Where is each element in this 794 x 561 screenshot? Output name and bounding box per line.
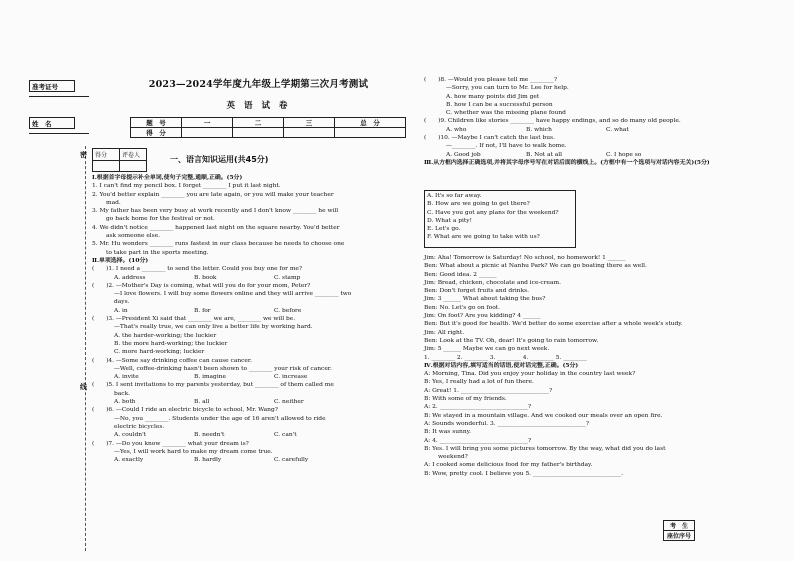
mc-option[interactable]: B. book [194,274,217,281]
part1-line: 3. My father has been very busy at work recently and I don't know ________ he will [92,208,339,215]
left-column [92,174,392,464]
score-row-label: 得 分 [131,128,182,138]
part1-line: 1. I can't find my pencil box. I forget ________ I put it last night. [92,183,281,190]
seal-line [85,146,86,551]
exam-subtitle: 英 语 试 卷 [226,101,291,111]
options-box [424,190,576,248]
score-input-cell[interactable] [233,128,284,138]
answer-blanks[interactable]: 1. ________ 2. ________ 3. ________ 4. ________ 5. ________ [424,354,587,361]
mc-question: —I love flowers. I will buy some flowers online and they will arrive ________ two [114,291,352,298]
grader-name-cell[interactable] [120,161,147,172]
mc-option[interactable]: B. which [526,126,552,133]
name-line [29,133,89,134]
score-cell: 题 号 [131,118,182,128]
dialogue-line: Jim: On foot? Are you kidding? 4 ______ [424,313,541,320]
part4-title: Ⅳ.根据对话内容,填写适当的话语,使对话完整,正确。(5分) [424,361,579,369]
score-input-cell[interactable] [335,128,406,138]
mc-question: —Well, coffee-drinking hasn't been shown to ________ your risk of cancer. [114,365,332,372]
part2-title: Ⅱ.单项选择。(10分) [92,256,149,264]
mc-question: ( )4. —Some say drinking coffee can cause cancer. [92,357,252,364]
part1-line: mad. [106,199,121,206]
dialogue-line: Jim: All right. [424,329,465,336]
mc-option[interactable]: A. exactly [114,457,144,464]
part1-line: 2. You'd better explain ________ you are late again, or you will make your teacher [92,191,334,198]
dialogue-line: Ben: What about a picnic at Nanhu Park? We can go boating there as well. [424,263,647,270]
grader-table [92,148,147,172]
mc-option[interactable]: A. both [114,399,136,406]
mc-question: ( )2. —Mother's Day is coming, what will you do for your mom, Peter? [92,282,311,289]
dialogue-line: A: I cooked some delicious food for my father's birthday. [424,462,593,469]
seal-char-xian: 线 [80,382,87,391]
mc-option[interactable]: B. all [194,399,210,406]
part1-line: ask someone else. [106,233,161,240]
seat-label-top: 考 生 [664,521,695,531]
mc-option[interactable]: C. more hard-working; luckier [114,349,205,356]
grader-score-cell[interactable] [93,161,120,172]
dialogue-line: B: Yes, I really had a lot of fun there. [424,379,534,386]
seat-number-table [663,520,695,541]
box-option: B. How are we going to get there? [427,201,530,208]
dialogue-line: Ben: Don't forget fruits and drinks. [424,288,530,295]
grader-name-label: 评卷人 [120,149,147,161]
part1-title: Ⅰ.根据首字母提示补全单词,使句子完整,通顺,正确。(5分) [92,174,243,181]
name-box[interactable] [29,117,75,129]
mc-option[interactable]: A. address [114,274,146,281]
mc-option[interactable]: B. Not at all [526,151,563,158]
exam-number-line [29,96,89,97]
part1-line: go back home for the festival or not. [106,216,215,223]
seal-char-mi: 密 [80,150,87,159]
dialogue-blank-line[interactable]: A: Great! 1. ______________________________? [424,387,553,394]
dialogue-blank-line[interactable]: A: 2. ______________________________? [424,404,532,411]
right-column [424,76,724,167]
mc-question: ( )1. I need a ________ to send the letter. Could you buy one for me? [92,266,303,273]
part3-title: Ⅲ.从方框内选择正确选项,并将其字母序号写在对话后面的横线上。(方框中有一个选项与对话内容无关)(5分) [424,158,710,166]
mc-option[interactable]: B. how I can be a successful person [446,101,553,108]
dialogue-blank-line[interactable]: A: Sounds wonderful. 3. ______________________________? [424,420,590,427]
mc-option[interactable]: A. how many points did Jim get [446,93,540,100]
mc-question: ( )5. I sent invitations to my parents yesterday, but ________ of them called me [92,382,334,389]
score-cell: 三 [284,118,335,128]
name-label: 姓 名 [32,120,52,128]
mc-question: ( )6. —Could I ride an electric bicycle to school, Mr. Wang? [92,407,278,414]
mc-option[interactable]: A. couldn't [114,432,147,439]
exam-number-box[interactable] [29,80,75,92]
mc-options [424,126,724,134]
mc-question: ( )3. —President Xi said that ________ we are, ________ we will be. [92,316,296,323]
box-option: F. What are we going to take with us? [427,234,540,241]
mc-option[interactable]: A. invite [114,374,139,381]
mc-option[interactable]: C. carefully [274,457,309,464]
dialogue-line: B: With some of my friends. [424,396,507,403]
score-input-cell[interactable] [182,128,233,138]
exam-number-label: 准考证号 [32,83,58,91]
mc-question: back. [114,390,131,397]
box-option: E. Let's go. [427,226,461,233]
score-cell: 一 [182,118,233,128]
score-table [130,117,406,138]
mc-option[interactable]: B. for [194,307,211,314]
mc-option[interactable]: C. before [274,307,302,314]
right-column-lower [424,254,724,478]
seat-label-bottom: 座位序号 [664,531,695,541]
dialogue-line: Ben: Look at the TV. Oh, dear! It's going to rain tomorrow. [424,337,599,344]
exam-title: 2023—2024学年度九年级上学期第三次月考测试 [148,79,369,90]
dialogue-line: Jim: Aha! Tomorrow is Saturday! No school, no homework! 1 ______ [424,255,626,261]
mc-option[interactable]: C. whether was the missing plane found [446,110,566,117]
mc-option[interactable]: B. imagine [194,374,226,381]
mc-question: ( )10. —Maybe I can't catch the last bus. [424,135,555,142]
dialogue-line: Ben: But it's good for health. We'd better do some exercise after a whole week's study. [424,321,683,328]
mc-option[interactable]: A. in [114,307,128,314]
dialogue-blank-line[interactable]: B: Wow, pretty cool. I believe you 5. ______________________________. [424,470,624,477]
mc-option[interactable]: A. the harder-working; the luckier [114,332,217,339]
mc-options [92,307,392,315]
mc-question: ( )7. —Do you know ________ what your dream is? [92,440,249,447]
dialogue-line: B: It was sunny. [424,429,472,436]
dialogue-line: weekend? [438,454,468,461]
score-input-cell[interactable] [284,128,335,138]
mc-option[interactable]: A. who [446,126,467,133]
part1-line: 5. Mr. Hu wonders ________ runs fastest in our class because he needs to choose one [92,241,345,248]
mc-options [92,456,392,464]
mc-option[interactable]: C. I hope so [606,151,642,158]
mc-option[interactable]: B. the more hard-working; the luckier [114,340,228,347]
mc-option[interactable]: C. can't [274,432,297,439]
mc-options [424,151,724,159]
mc-question: —________. If not, I'll have to walk home. [446,143,567,150]
mc-question: electric bicycles. [114,423,165,430]
mc-options [92,431,392,439]
dialogue-line: Jim: 3 ______ What about taking the bus? [424,296,546,303]
dialogue-line: A: Morning, Tina. Did you enjoy your holiday in the country last week? [424,371,636,378]
score-table-score-row [131,128,406,138]
mc-option[interactable]: A. Good job [446,151,481,158]
score-cell: 二 [233,118,284,128]
box-option: C. Have you got any plans for the weekend? [427,209,559,216]
dialogue-line: Jim: 5 ______ Maybe we can go next week. [424,346,550,353]
section-title: 一、语言知识运用(共45分) [170,155,269,164]
dialogue-line: Ben: No. Let's go on foot. [424,304,501,311]
part1-line: to take part in the sports meeting. [106,249,209,256]
dialogue-line: B: Yes. I will bring you some pictures tomorrow. By the way, what did you do last [424,445,666,452]
box-option: A. It's so far away. [427,193,482,199]
mc-question: —No, you ________. Students under the age of 16 aren't allowed to ride [114,415,326,422]
grader-score-label: 得分 [93,149,120,161]
mc-options [92,373,392,381]
mc-option[interactable]: C. increase [274,374,308,381]
mc-option[interactable]: C. what [606,126,629,133]
mc-question: —Sorry, you can turn to Mr. Lee for help. [446,85,569,92]
mc-option[interactable]: B. hardly [194,457,222,464]
dialogue-line: B: We stayed in a mountain village. And we cooked our meals over an open fire. [424,412,663,419]
mc-question: days. [114,299,130,306]
mc-option[interactable]: C. neither [274,399,304,406]
part1-line: 4. We didn't notice ________ happened last night on the square nearby. You'd better [92,224,340,231]
score-cell: 总 分 [335,118,406,128]
dialogue-blank-line[interactable]: A: 4. ______________________________? [424,437,532,444]
score-table-header-row [131,118,406,128]
mc-option[interactable]: C. stamp [274,274,301,281]
box-option: D. What a pity! [427,217,472,224]
dialogue-line: Jim: Bread, chicken, chocolate and ice-cream. [424,279,562,286]
mc-option[interactable]: B. needn't [194,432,225,439]
mc-question: ( )8. —Would you please tell me ________? [424,77,558,83]
dialogue-line: Ben: Good idea. 2 ______ [424,271,497,278]
mc-options [92,398,392,406]
mc-question: ( )9. Children like stories ________ have happy endings, and so do many old people. [424,118,681,125]
mc-question: —Yes, I will work hard to make my dream come true. [114,448,273,455]
mc-question: —That's really true, we can only live a better life by working hard. [114,324,313,331]
mc-options [92,274,392,282]
